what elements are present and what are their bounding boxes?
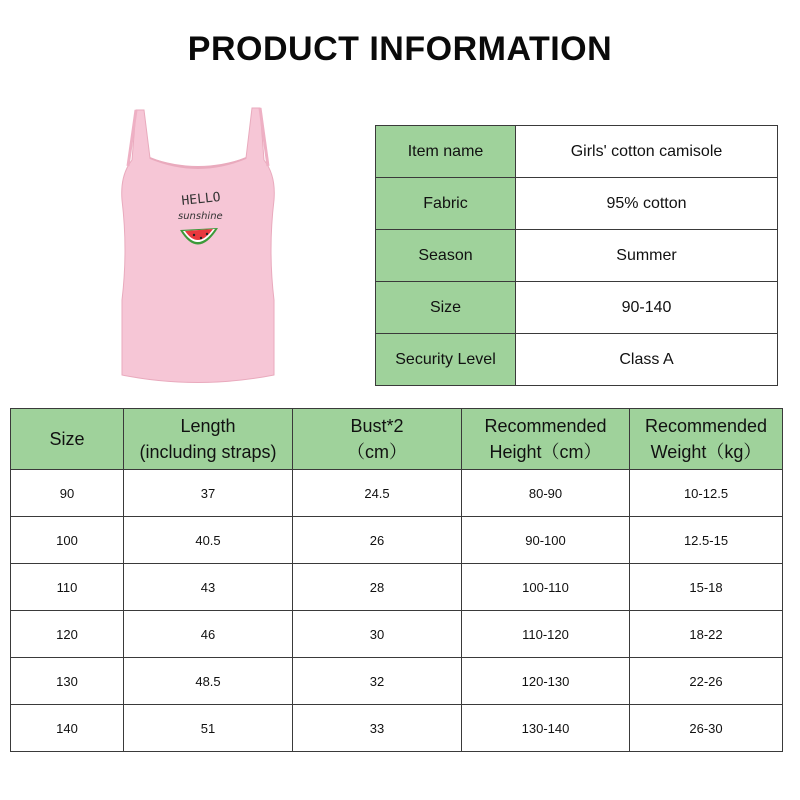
cell-weight: 26-30	[630, 705, 783, 752]
table-row	[11, 611, 783, 658]
cell-length: 43	[124, 564, 293, 611]
cell-weight: 22-26	[630, 658, 783, 705]
cell-height: 120-130	[462, 658, 630, 705]
header-size: Size	[11, 409, 124, 470]
cell-length: 48.5	[124, 658, 293, 705]
size-header-row	[11, 409, 783, 470]
cell-weight: 12.5-15	[630, 517, 783, 564]
table-row	[11, 658, 783, 705]
cell-height: 80-90	[462, 470, 630, 517]
size-chart-table	[10, 408, 783, 752]
print-line-2: sunshine	[178, 211, 223, 222]
cell-weight: 10-12.5	[630, 470, 783, 517]
cell-length: 40.5	[124, 517, 293, 564]
cell-size: 120	[11, 611, 124, 658]
cell-weight: 15-18	[630, 564, 783, 611]
info-label: Season	[376, 230, 516, 282]
info-label: Fabric	[376, 178, 516, 230]
info-label: Security Level	[376, 334, 516, 386]
info-value: 95% cotton	[516, 178, 778, 230]
header-height: Recommended Height（cm）	[462, 409, 630, 470]
cell-bust: 28	[293, 564, 462, 611]
info-label: Size	[376, 282, 516, 334]
product-info-table	[375, 125, 778, 386]
cell-bust: 24.5	[293, 470, 462, 517]
cell-length: 51	[124, 705, 293, 752]
cell-height: 100-110	[462, 564, 630, 611]
cell-length: 37	[124, 470, 293, 517]
camisole-body	[122, 108, 275, 383]
page-title: PRODUCT INFORMATION	[187, 30, 613, 68]
info-row	[376, 282, 778, 334]
cell-size: 100	[11, 517, 124, 564]
header-bust: Bust*2 （cm）	[293, 409, 462, 470]
cell-size: 130	[11, 658, 124, 705]
cell-size: 140	[11, 705, 124, 752]
info-row	[376, 126, 778, 178]
cell-bust: 26	[293, 517, 462, 564]
table-row	[11, 705, 783, 752]
print-line-1: HELLO	[180, 189, 222, 209]
header-length: Length (including straps)	[124, 409, 293, 470]
cell-weight: 18-22	[630, 611, 783, 658]
table-row	[11, 564, 783, 611]
info-value: Girls' cotton camisole	[516, 126, 778, 178]
cell-size: 90	[11, 470, 124, 517]
cell-size: 110	[11, 564, 124, 611]
info-value: Class A	[516, 334, 778, 386]
info-row	[376, 230, 778, 282]
info-label: Item name	[376, 126, 516, 178]
info-value: Summer	[516, 230, 778, 282]
table-row	[11, 517, 783, 564]
info-row	[376, 178, 778, 230]
info-row	[376, 334, 778, 386]
cell-bust: 30	[293, 611, 462, 658]
cell-height: 110-120	[462, 611, 630, 658]
cell-bust: 32	[293, 658, 462, 705]
cell-height: 90-100	[462, 517, 630, 564]
info-value: 90-140	[516, 282, 778, 334]
cell-height: 130-140	[462, 705, 630, 752]
cell-bust: 33	[293, 705, 462, 752]
product-image	[98, 100, 298, 390]
cell-length: 46	[124, 611, 293, 658]
table-row	[11, 470, 783, 517]
header-weight: Recommended Weight（kg）	[630, 409, 783, 470]
